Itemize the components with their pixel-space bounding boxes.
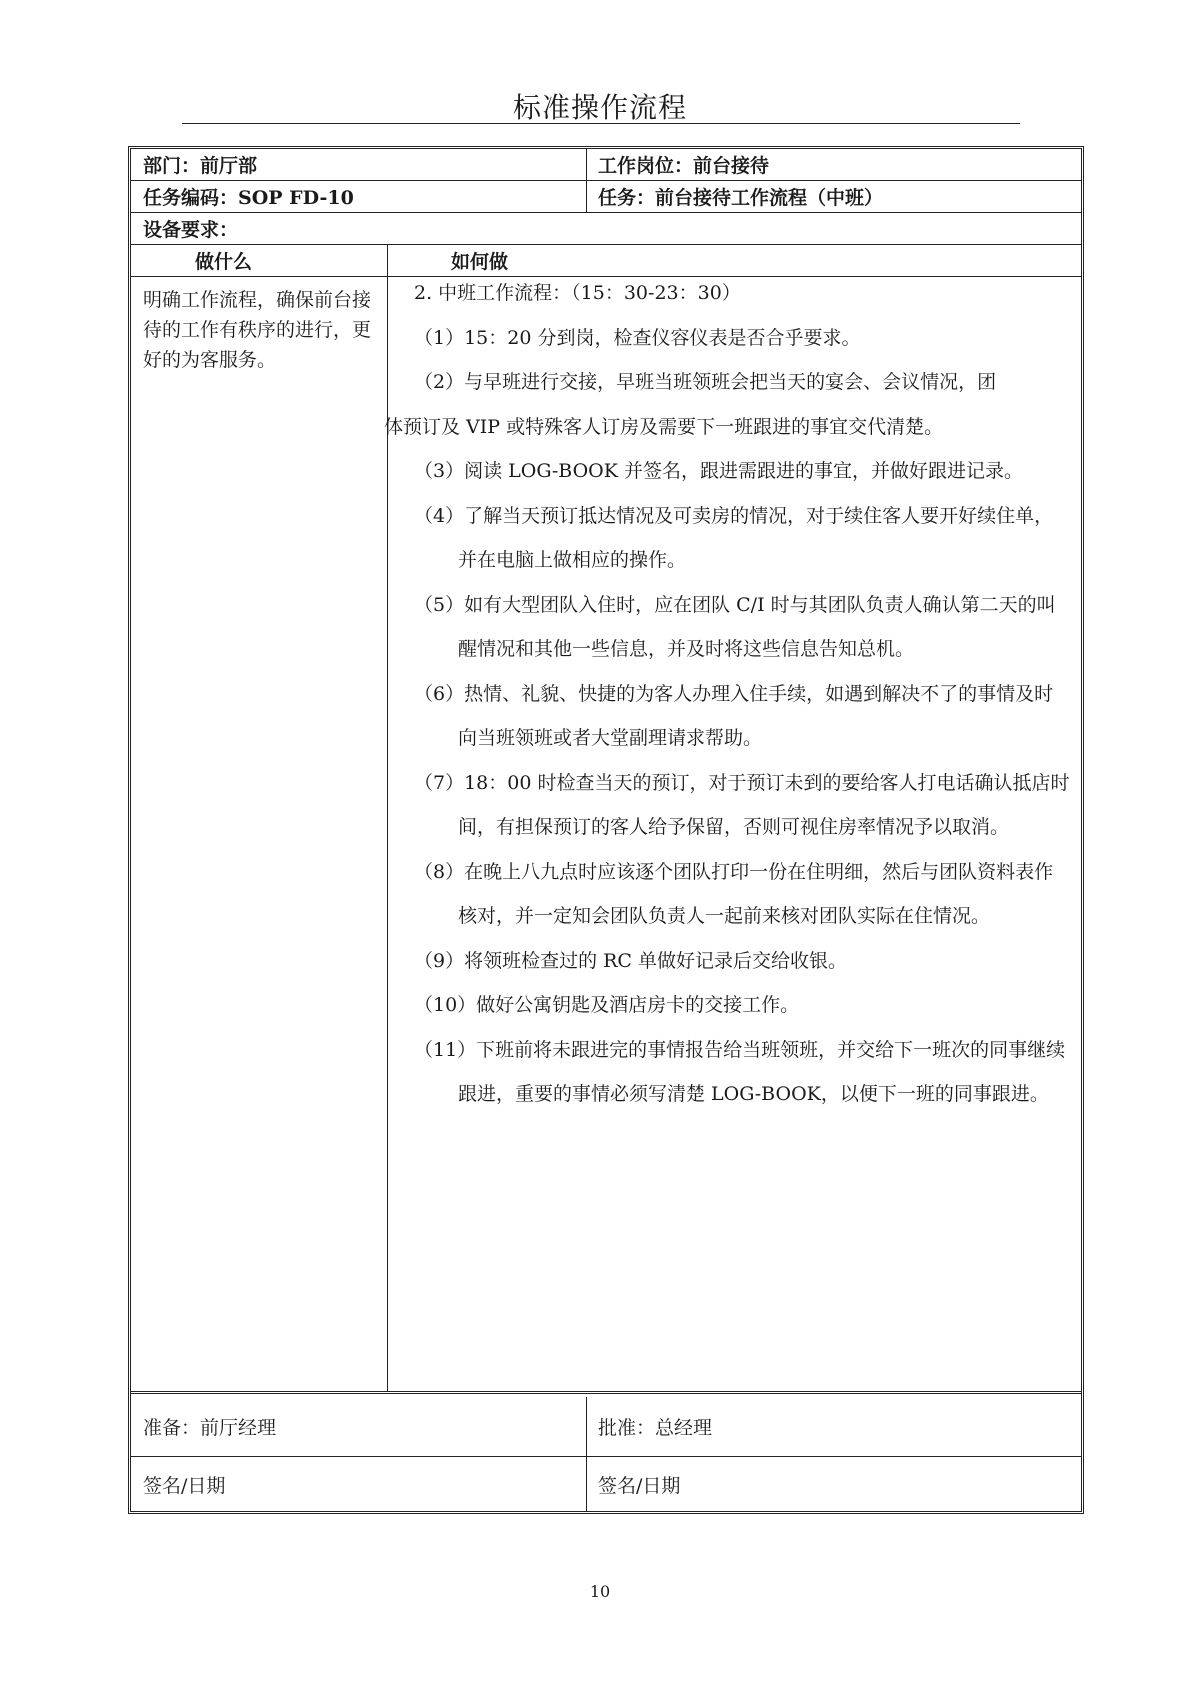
step-2b: 体预订及 VIP 或特殊客人订房及需要下一班跟进的事宜交代清楚。	[384, 415, 944, 438]
row-task	[131, 181, 1081, 213]
step-heading: 2. 中班工作流程：（15：30-23：30）	[414, 282, 741, 304]
what-cell	[131, 277, 387, 1391]
page-number: 10	[589, 1582, 611, 1601]
step-6: （6）热情、礼貌、快捷的为客人办理入住手续，如遇到解决不了的事情及时向当班领班或者大堂副理请求帮助。	[414, 682, 1054, 749]
row-prepared-approved	[131, 1397, 1081, 1457]
step-11: （11）下班前将未跟进完的事情报告给当班领班，并交给下一班次的同事继续跟进，重要的事情必须写清楚 LOG-BOOK，以便下一班的同事跟进。	[414, 1038, 1066, 1105]
step-5: （5）如有大型团队入住时，应在团队 C/I 时与其团队负责人确认第二天的叫醒情况和其他一些信息，并及时将这些信息告知总机。	[414, 593, 1056, 660]
step-3: （3）阅读 LOG-BOOK 并签名，跟进需跟进的事宜，并做好跟进记录。	[414, 460, 1023, 482]
how-content	[384, 271, 1072, 1117]
how-header: 如何做	[451, 251, 509, 273]
row-signatures	[131, 1457, 1081, 1511]
step-8: （8）在晚上八九点时应该逐个团队打印一份在住明细，然后与团队资料表作核对，并一定知会团队负责人一起前来核对团队实际在住情况。	[414, 860, 1054, 927]
sign-left-cell: 签名/日期	[143, 1474, 226, 1497]
task-code-cell: 任务编码：SOP FD-10	[143, 187, 354, 209]
what-header: 做什么	[195, 251, 253, 273]
step-1: （1）15：20 分到岗，检查仪容仪表是否合乎要求。	[414, 326, 861, 349]
step-9: （9）将领班检查过的 RC 单做好记录后交给收银。	[414, 949, 848, 972]
step-4: （4）了解当天预订抵达情况及可卖房的情况，对于续住客人要开好续住单，并在电脑上做相应的操作。	[414, 504, 1054, 571]
prepared-cell: 准备：前厅经理	[143, 1417, 277, 1439]
title-underline	[182, 123, 1020, 124]
page-title: 标准操作流程	[512, 91, 687, 124]
what-text: 明确工作流程，确保前台接待的工作有秩序的进行，更好的为客服务。	[143, 289, 372, 371]
position-cell: 工作岗位：前台接待	[598, 155, 770, 177]
equipment-cell: 设备要求：	[143, 219, 239, 241]
approved-cell: 批准：总经理	[598, 1417, 713, 1439]
department-cell: 部门：前厅部	[143, 155, 258, 177]
row-department	[131, 149, 1081, 181]
row-equipment	[131, 213, 1081, 245]
step-2a: （2）与早班进行交接，早班当班领班会把当天的宴会、会议情况，团	[414, 371, 997, 393]
task-cell: 任务：前台接待工作流程（中班）	[598, 187, 884, 209]
sign-right-cell: 签名/日期	[598, 1474, 681, 1497]
step-7: （7）18：00 时检查当天的预订，对于预订未到的要给客人打电话确认抵店时间，有担保预订的客人给予保留，否则可视住房率情况予以取消。	[414, 771, 1070, 838]
step-10: （10）做好公寓钥匙及酒店房卡的交接工作。	[414, 994, 800, 1016]
